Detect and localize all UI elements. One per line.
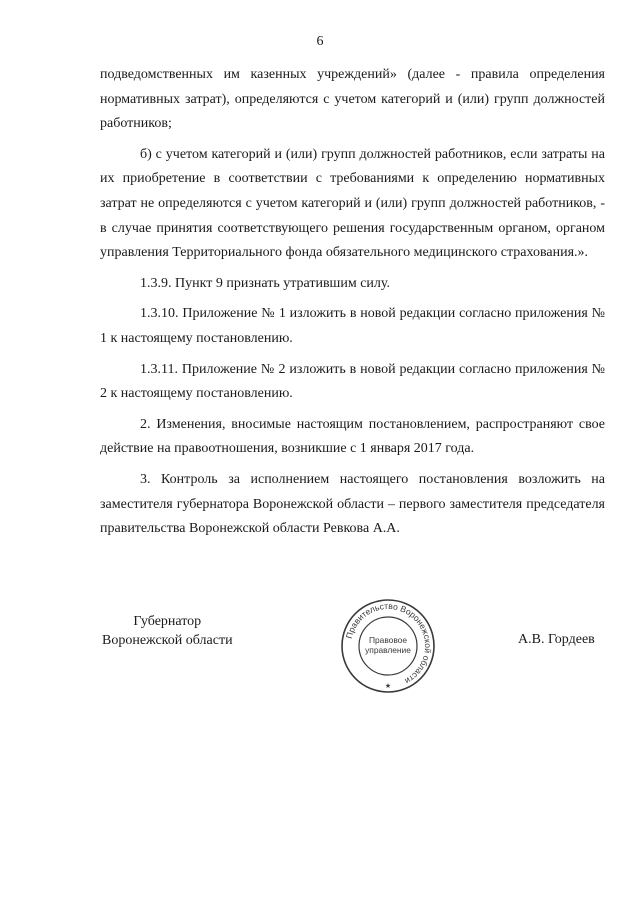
signatory-title-line2: Воронежской области <box>102 633 233 648</box>
paragraph-continuation: подведомственных им казенных учреждений» (далее - правила определения нормативных затрат), определяются с учетом категорий и (или) групп должностей работников; <box>100 67 605 132</box>
seal-inner-text-line2: управление <box>365 645 411 655</box>
paragraph-item-b: б) с учетом категорий и (или) групп должностей работников, если затраты на их приобретение в соответствии с требованиями к определению нормативных затрат не определяются с учетом категорий и (или) групп должностей работников, - в случае принятия соответствующего решения государственным органом, органом управления Территориального фонда обязательного медицинского страхования.». <box>100 146 605 261</box>
page-number: 6 <box>316 34 324 49</box>
seal-outer-text: Правительство Воронежской области <box>343 600 434 687</box>
paragraph-1-3-11: 1.3.11. Приложение № 2 изложить в новой редакции согласно приложения № 2 к настоящему постановлению. <box>100 361 605 402</box>
document-body <box>100 63 605 548</box>
paragraph-1-3-10: 1.3.10. Приложение № 1 изложить в новой редакции согласно приложения № 1 к настоящему постановлению. <box>100 306 605 346</box>
signatory-title <box>102 612 233 650</box>
paragraph-1-3-9: 1.3.9. Пункт 9 признать утратившим силу. <box>140 275 390 291</box>
official-seal <box>340 598 436 694</box>
paragraph-3: 3. Контроль за исполнением настоящего постановления возложить на заместителя губернатора Воронежской области – первого заместителя председателя правительства Воронежской области Ревкова А.А. <box>100 471 605 537</box>
seal-star-icon: ★ <box>384 683 392 690</box>
signatory-title-line1: Губернатор <box>133 614 202 629</box>
seal-inner-text-line1: Правовое <box>368 635 408 645</box>
signatory-name: А.В. Гордеев <box>518 632 595 647</box>
paragraph-2: 2. Изменения, вносимые настоящим постановлением, распространяют свое действие на правоотношения, возникшие с 1 января 2017 года. <box>100 416 605 457</box>
